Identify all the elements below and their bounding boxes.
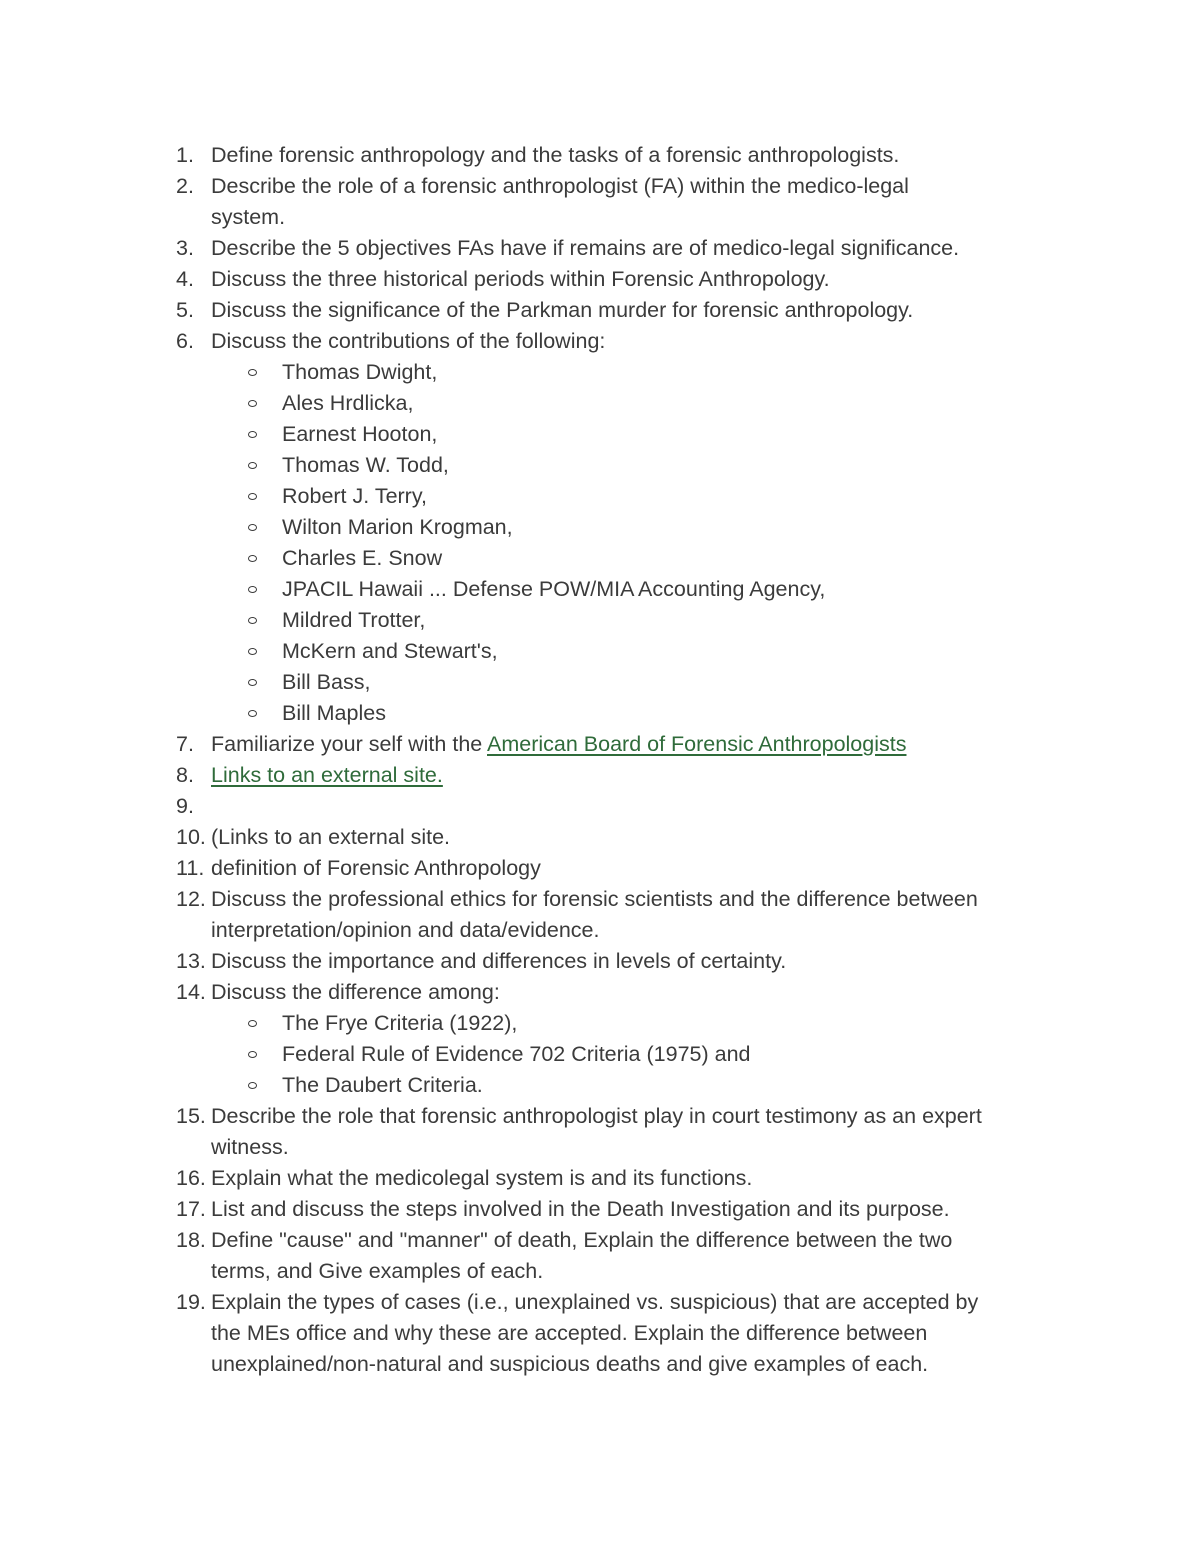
item-number: 10. — [176, 825, 206, 849]
circle-bullet-icon — [248, 648, 257, 655]
item-number: 3. — [176, 236, 194, 260]
sub-list-item — [0, 574, 1200, 605]
list-item — [0, 295, 1200, 326]
item-number: 17. — [176, 1197, 206, 1221]
list-item-continuation — [0, 202, 1200, 233]
list-item — [0, 233, 1200, 264]
item-number: 9. — [176, 794, 194, 818]
circle-bullet-icon — [248, 617, 257, 624]
item-text: Explain what the medicolegal system is and its functions. — [211, 1166, 753, 1190]
item-text: Define "cause" and "manner" of death, Explain the difference between the two — [211, 1228, 953, 1252]
item-text: Describe the role of a forensic anthropologist (FA) within the medico-legal — [211, 174, 909, 198]
list-item — [0, 1194, 1200, 1225]
list-item — [0, 1101, 1200, 1132]
circle-bullet-icon — [248, 1082, 257, 1089]
item-number: 6. — [176, 329, 194, 353]
item-text: interpretation/opinion and data/evidence. — [211, 918, 600, 942]
sub-item-text: Earnest Hooton, — [282, 422, 438, 446]
item-text — [211, 760, 443, 791]
item-text: system. — [211, 205, 286, 229]
item-text: unexplained/non-natural and suspicious deaths and give examples of each. — [211, 1352, 929, 1376]
list-item-continuation — [0, 1132, 1200, 1163]
sub-item-text: Ales Hrdlicka, — [282, 391, 414, 415]
sub-item-text: JPACIL Hawaii ... Defense POW/MIA Accounting Agency, — [282, 577, 826, 601]
item-number: 18. — [176, 1228, 206, 1252]
sub-item-text: McKern and Stewart's, — [282, 639, 498, 663]
item-number: 15. — [176, 1104, 206, 1128]
sub-list-item — [0, 450, 1200, 481]
external-site-link[interactable]: Links to an external site. — [211, 763, 443, 787]
sub-list-item — [0, 636, 1200, 667]
list-item-continuation — [0, 1318, 1200, 1349]
item-number: 16. — [176, 1166, 206, 1190]
sub-item-text: Bill Bass, — [282, 670, 371, 694]
sub-list-item — [0, 419, 1200, 450]
list-item — [0, 140, 1200, 171]
list-item — [0, 1163, 1200, 1194]
item-number: 12. — [176, 887, 206, 911]
item-text-prefix: Familiarize your self with the — [211, 732, 488, 756]
circle-bullet-icon — [248, 462, 257, 469]
list-item — [0, 884, 1200, 915]
sub-item-text: Robert J. Terry, — [282, 484, 427, 508]
item-text: Describe the 5 objectives FAs have if remains are of medico-legal significance. — [211, 236, 960, 260]
list-item — [0, 171, 1200, 202]
list-item — [0, 1225, 1200, 1256]
item-number: 2. — [176, 174, 194, 198]
list-item — [0, 264, 1200, 295]
circle-bullet-icon — [248, 493, 257, 500]
sub-list-item — [0, 1039, 1200, 1070]
list-item-continuation — [0, 1256, 1200, 1287]
sub-item-text: Bill Maples — [282, 701, 386, 725]
circle-bullet-icon — [248, 524, 257, 531]
circle-bullet-icon — [248, 679, 257, 686]
document-page — [0, 140, 1200, 1380]
item-text: List and discuss the steps involved in the Death Investigation and its purpose. — [211, 1197, 950, 1221]
abfa-link[interactable]: American Board of Forensic Anthropologists — [487, 732, 907, 756]
circle-bullet-icon — [248, 1051, 257, 1058]
circle-bullet-icon — [248, 400, 257, 407]
sub-list-item — [0, 698, 1200, 729]
list-item-continuation — [0, 1349, 1200, 1380]
sub-list-item — [0, 1070, 1200, 1101]
sub-item-text: Charles E. Snow — [282, 546, 443, 570]
list-item — [0, 977, 1200, 1008]
sub-item-text: Wilton Marion Krogman, — [282, 515, 513, 539]
item-text: Describe the role that forensic anthropologist play in court testimony as an expert — [211, 1104, 982, 1128]
list-item — [0, 1287, 1200, 1318]
item-number: 7. — [176, 732, 194, 756]
item-text: terms, and Give examples of each. — [211, 1259, 544, 1283]
sub-item-text: The Frye Criteria (1922), — [282, 1011, 518, 1035]
list-item — [0, 946, 1200, 977]
sub-item-text: Mildred Trotter, — [282, 608, 426, 632]
sub-item-text: The Daubert Criteria. — [282, 1073, 483, 1097]
list-item-continuation — [0, 915, 1200, 946]
list-item — [0, 791, 1200, 822]
list-item — [0, 853, 1200, 884]
sub-list-item — [0, 605, 1200, 636]
sub-list-item — [0, 388, 1200, 419]
item-text: Discuss the difference among: — [211, 980, 500, 1004]
item-number: 19. — [176, 1290, 206, 1314]
sub-list-item — [0, 1008, 1200, 1039]
item-number: 5. — [176, 298, 194, 322]
item-text: Discuss the professional ethics for forensic scientists and the difference between — [211, 887, 978, 911]
item-text: witness. — [211, 1135, 289, 1159]
item-text: Discuss the significance of the Parkman murder for forensic anthropology. — [211, 298, 914, 322]
item-text: (Links to an external site. — [211, 825, 451, 849]
item-number: 4. — [176, 267, 194, 291]
sub-list-item — [0, 543, 1200, 574]
circle-bullet-icon — [248, 1020, 257, 1027]
sub-list-item — [0, 357, 1200, 388]
sub-list-item — [0, 481, 1200, 512]
sub-list-item — [0, 667, 1200, 698]
item-number: 8. — [176, 763, 194, 787]
circle-bullet-icon — [248, 710, 257, 717]
circle-bullet-icon — [248, 555, 257, 562]
sub-item-text: Thomas W. Todd, — [282, 453, 449, 477]
item-number: 13. — [176, 949, 206, 973]
item-text: Define forensic anthropology and the tasks of a forensic anthropologists. — [211, 143, 900, 167]
item-text: Explain the types of cases (i.e., unexplained vs. suspicious) that are accepted by — [211, 1290, 979, 1314]
circle-bullet-icon — [248, 586, 257, 593]
item-text: Discuss the importance and differences in levels of certainty. — [211, 949, 787, 973]
list-item — [0, 760, 1200, 791]
sub-item-text: Thomas Dwight, — [282, 360, 438, 384]
item-text: the MEs office and why these are accepted. Explain the difference between — [211, 1321, 928, 1345]
sub-item-text: Federal Rule of Evidence 702 Criteria (1975) and — [282, 1042, 751, 1066]
item-number: 14. — [176, 980, 206, 1004]
item-text: definition of Forensic Anthropology — [211, 856, 541, 880]
circle-bullet-icon — [248, 369, 257, 376]
circle-bullet-icon — [248, 431, 257, 438]
item-text: Discuss the three historical periods within Forensic Anthropology. — [211, 267, 830, 291]
sub-list-item — [0, 512, 1200, 543]
list-item — [0, 326, 1200, 357]
item-text: Discuss the contributions of the following: — [211, 329, 606, 353]
item-number: 1. — [176, 143, 194, 167]
list-item — [0, 822, 1200, 853]
item-text — [211, 729, 906, 760]
list-item — [0, 729, 1200, 760]
item-number: 11. — [176, 856, 205, 880]
